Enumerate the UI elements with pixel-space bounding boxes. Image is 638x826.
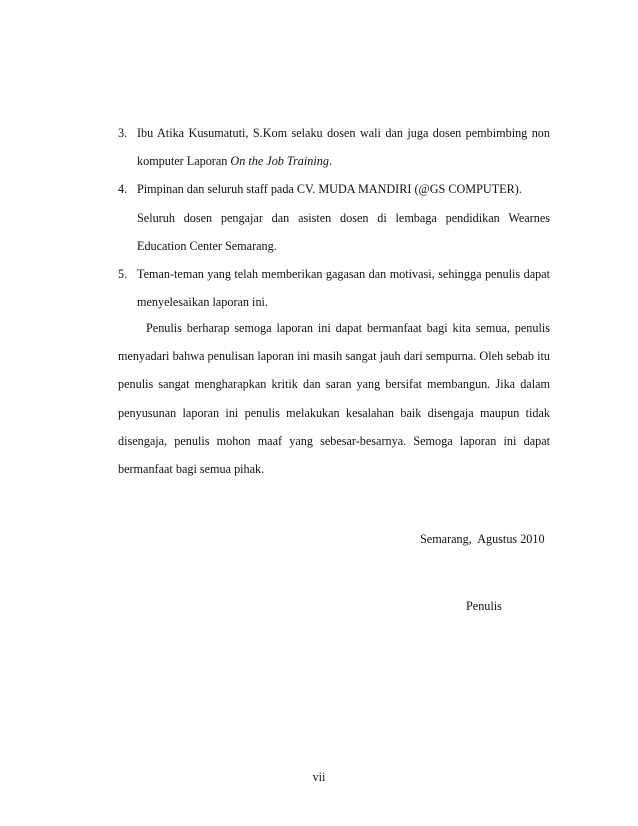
list-item-text-continued: Seluruh dosen pengajar dan asisten dosen di lembaga pendidikan Wearnes Education Center Semarang.	[137, 210, 550, 253]
list-item-text	[137, 119, 550, 175]
list-item-number: 5.	[118, 267, 128, 282]
signature-author: Penulis	[466, 599, 502, 613]
acknowledgement-list	[118, 119, 550, 316]
list-item-text-main: Ibu Atika Kusumatuti, S.Kom selaku dosen wali dan juga dosen pembimbing non komputer Laporan	[137, 126, 550, 169]
list-item-text-end: .	[328, 154, 332, 169]
list-item-number: 3.	[118, 126, 128, 140]
list-item	[118, 119, 550, 175]
list-item	[118, 260, 550, 316]
list-item-number: 4.	[118, 182, 128, 197]
list-item-text: Teman-teman yang telah memberikan gagasan dan motivasi, sehingga penulis dapat menyelesaikan laporan ini.	[137, 267, 550, 310]
list-item	[118, 175, 550, 260]
closing-paragraph: Penulis berharap semoga laporan ini dapat bermanfaat bagi kita semua, penulis menyadari bahwa penulisan laporan ini masih sangat jauh dari sempurna. Oleh sebab itu penulis sangat mengharapkan kritik dan saran yang bersifat membangun. Jika dalam penyusunan laporan ini penulis melakukan kesalahan baik disengaja maupun tidak disengaja, penulis mohon maaf yang sebesar-besarnya. Semoga laporan ini dapat bermanfaat bagi semua pihak.	[118, 321, 550, 477]
list-item-text: Pimpinan dan seluruh staff pada CV. MUDA MANDIRI (@GS COMPUTER).	[137, 182, 522, 197]
signature-place-date: Semarang, Agustus 2010	[420, 532, 545, 546]
page-number: vii	[312, 770, 326, 784]
list-item-italic-title: On the Job Training	[230, 154, 329, 169]
